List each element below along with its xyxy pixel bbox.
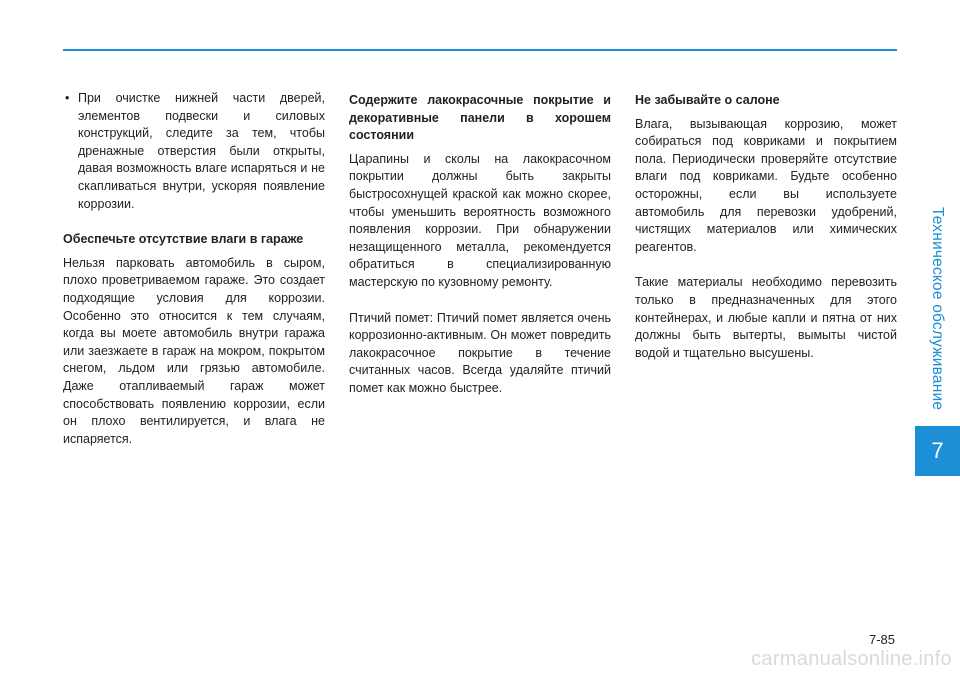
paragraph-interior: Влага, вызывающая коррозию, может собираться под ковриками и покрытием пола. Периодически проверяйте отсутствие влаги под ковриками. Будьте особенно осторожны, если вы используете автомобиль для перевозки удобрений, чистящих материалов или химических реагентов. — [635, 116, 897, 254]
page-number: 7-85 — [868, 632, 895, 647]
paragraph-garage: Нельзя парковать автомобиль в сыром, плохо проветриваемом гараже. Это создает подходящие условия для коррозии. Особенно это относится к тем случаям, когда вы моете автомобиль внутри гаража или заезжаете в гараж на мокром, покрытом снегом, льдом или грязью автомобиле. Даже отапливаемый гараж может способствовать появлению коррозии, если он плохо вентилируется, и влага не испаряется. — [63, 255, 325, 446]
section-heading-interior: Не забывайте о салоне — [635, 93, 780, 107]
column-right — [635, 90, 897, 380]
paragraph-bird-droppings: Птичий помет: Птичий помет является очень коррозионно-активным. Он может повредить лакокрасочное покрытие в течение считанных часов. Всегда удаляйте птичий помет как можно быстрее. — [349, 310, 611, 395]
section-heading-paint: Содержите лакокрасочные покрытие и декоративные панели в хорошем состоянии — [349, 93, 611, 143]
column-middle — [349, 90, 611, 416]
paragraph-materials: Такие материалы необходимо перевозить только в предназначенных для этого контейнерах, и любые капли и пятна от них должны быть вытерты, вымыты чистой водой и тщательно высушены. — [635, 275, 897, 360]
bullet-text: При очистке нижней части дверей, элементов подвески и силовых конструкций, следите за тем, чтобы дренажные отверстия были открыты, давая возможность влаге испаряться и не скапливаться внутри, ускоряя появление коррозии. — [78, 91, 325, 211]
column-left — [63, 90, 325, 466]
section-heading-garage: Обеспечьте отсутствие влаги в гараже — [63, 232, 304, 247]
section-side-title: Техническое обслуживание — [929, 206, 946, 410]
watermark: carmanualsonline.info — [751, 648, 952, 670]
bullet-marker: • — [65, 91, 70, 105]
bullet-item — [63, 90, 325, 213]
header-rule — [63, 49, 897, 51]
paragraph-paint: Царапины и сколы на лакокрасочном покрытии должны быть закрыты быстросохнущей краской как можно скорее, чтобы уменьшить вероятность возможного появления коррозии. При обнаружении незащищенного металла, рекомендуется обратиться в специализированную мастерскую по кузовному ремонту. — [349, 151, 611, 289]
chapter-tab: 7 — [915, 426, 960, 476]
